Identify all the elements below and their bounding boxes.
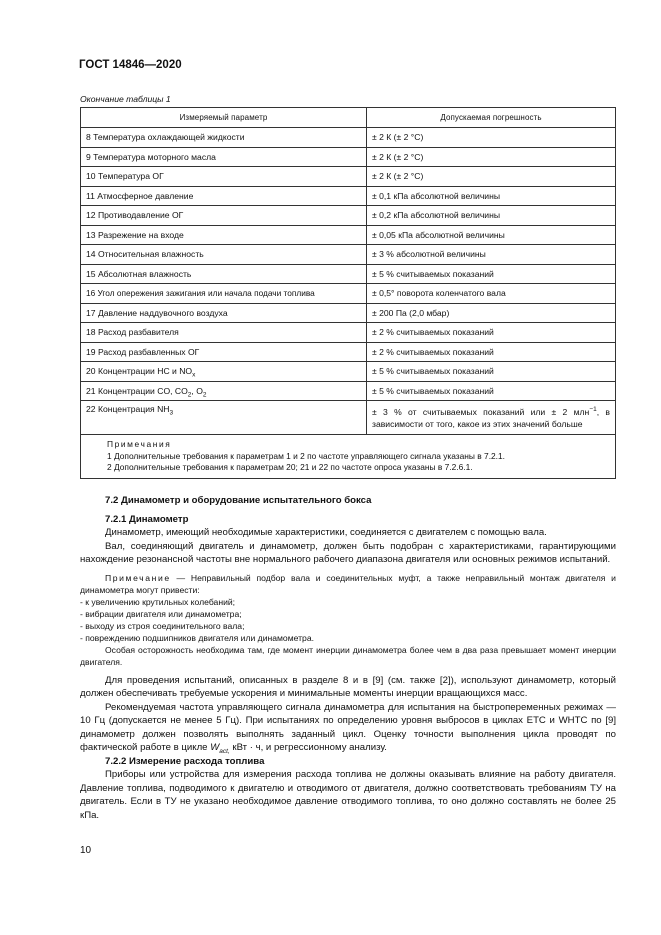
section-heading-7-2: 7.2 Динамометр и оборудование испытательного бокса xyxy=(105,495,372,506)
paragraph: Для проведения испытаний, описанных в разделе 8 и в [9] (см. также [2]), используют динамометр, который должен обеспечивать требуемые ускорения и минимальные моменты инерции вращающихся масс. xyxy=(80,674,616,699)
param-cell: 12 Противодавление ОГ xyxy=(81,206,367,226)
notes-title: Примечания xyxy=(107,439,172,449)
param-cell: 8 Температура охлаждающей жидкости xyxy=(81,128,367,148)
tolerance-cell: ± 2 % считываемых показаний xyxy=(367,323,616,343)
page-number: 10 xyxy=(80,845,92,856)
param-cell: 16 Угол опережения зажигания или начала подачи топлива xyxy=(81,284,367,304)
section-heading-7-2-1: 7.2.1 Динамометр xyxy=(105,513,189,525)
tolerance-cell: ± 3 % от считываемых показаний или ± 2 млн$^{-1}$, в зависимости от того, какое из этих значений больше xyxy=(367,401,616,435)
param-cell: 9 Температура моторного масла xyxy=(81,147,367,167)
table-row xyxy=(81,381,616,401)
tolerance-cell: ± 2 К (± 2 °С) xyxy=(367,147,616,167)
param-cell: 15 Абсолютная влажность xyxy=(81,264,367,284)
tolerance-cell: ± 2 % считываемых показаний xyxy=(367,342,616,362)
param-cell: 19 Расход разбавленных ОГ xyxy=(81,342,367,362)
table-row xyxy=(81,401,616,435)
table-row xyxy=(81,225,616,245)
table-caption: Окончание таблицы 1 xyxy=(80,94,171,104)
table-row xyxy=(81,128,616,148)
param-cell: 20 Концентрации НС и $NO_x$ xyxy=(81,362,367,382)
table-row xyxy=(81,362,616,382)
note-paragraph: Примечание — Неправильный подбор вала и соединительных муфт, а также неправильный монтаж двигателя и динамометра могут привести: xyxy=(80,572,616,595)
table-row xyxy=(81,284,616,304)
paragraph: Вал, соединяющий двигатель и динамометр, должен быть подобран с характеристиками, гарантирующими нахождение резонансной частоты вне нормального рабочего диапазона двигателя или основных режимов испытаний. xyxy=(80,540,616,565)
param-cell: 21 Концентрации CO, $CO_2$, $O_2$ xyxy=(81,381,367,401)
tolerance-cell: ± 0,2 кПа абсолютной величины xyxy=(367,206,616,226)
table-row xyxy=(81,147,616,167)
table-notes xyxy=(81,435,616,479)
tolerance-table xyxy=(80,107,616,479)
table-row xyxy=(81,186,616,206)
param-cell: 17 Давление наддувочного воздуха xyxy=(81,303,367,323)
table-row xyxy=(81,303,616,323)
param-cell: 11 Атмосферное давление xyxy=(81,186,367,206)
tolerance-cell: ± 3 % абсолютной величины xyxy=(367,245,616,265)
tolerance-cell: ± 2 К (± 2 °С) xyxy=(367,128,616,148)
tolerance-cell: ± 5 % считываемых показаний xyxy=(367,381,616,401)
table-row xyxy=(81,323,616,343)
param-cell: 10 Температура ОГ xyxy=(81,167,367,187)
paragraph: Динамометр, имеющий необходимые характеристики, соединяется с двигателем с помощью вала. xyxy=(105,527,547,538)
column-header-parameter: Измеряемый параметр xyxy=(81,108,367,128)
tolerance-cell: ± 200 Па (2,0 мбар) xyxy=(367,303,616,323)
paragraph: Приборы или устройства для измерения расхода топлива не должны оказывать влияние на работу двигателя. Давление топлива, подводимого к двигателю и отводимого от двигателя, должно соответствовать требованиям ТУ на двигатель. Если в ТУ не указано необходимое давление отводимого топлива, то оно должно составлять не более 25 кПа. xyxy=(80,769,616,821)
note-item: 2 Дополнительные требования к параметрам 20; 21 и 22 по частоте опроса указаны в 7.2.6.1. xyxy=(107,462,473,472)
tolerance-cell: ± 0,05 кПа абсолютной величины xyxy=(367,225,616,245)
list-item: - повреждению подшипников двигателя или динамометра. xyxy=(80,632,314,643)
table-row xyxy=(81,167,616,187)
list-item: - вибрации двигателя или динамометра; xyxy=(80,608,242,619)
note-paragraph: Особая осторожность необходима там, где момент инерции динамометра более чем в два раза превышает момент инерции двигателя. xyxy=(80,644,616,667)
table-row xyxy=(81,264,616,284)
tolerance-cell: ± 0,5° поворота коленчатого вала xyxy=(367,284,616,304)
tolerance-cell: ± 5 % считываемых показаний xyxy=(367,264,616,284)
paragraph: Рекомендуемая частота управляющего сигнала динамометра для испытания на быстропеременных режимах — 10 Гц (допускается не менее 5 Гц). При испытаниях по определению уровня выбросов в циклах ETC и WHTC по [9] динамометр должен позволять выполнять заданный цикл. Оценку точности выполнения цикла проводят по фактической работе в цикле $W_{act,}$ кВт · ч, и регрессионному анализу. xyxy=(80,701,616,755)
tolerance-cell: ± 2 К (± 2 °С) xyxy=(367,167,616,187)
section-heading-7-2-2: 7.2.2 Измерение расхода топлива xyxy=(105,755,265,767)
table-notes-row xyxy=(81,435,616,479)
param-cell: 13 Разрежение на входе xyxy=(81,225,367,245)
tolerance-cell: ± 5 % считываемых показаний xyxy=(367,362,616,382)
param-cell: 14 Относительная влажность xyxy=(81,245,367,265)
column-header-tolerance: Допускаемая погрешность xyxy=(367,108,616,128)
list-item: - к увеличению крутильных колебаний; xyxy=(80,596,236,607)
table-row xyxy=(81,342,616,362)
tolerance-cell: ± 0,1 кПа абсолютной величины xyxy=(367,186,616,206)
param-cell: 22 Концентрация $NH_3$ xyxy=(81,401,367,435)
table-row xyxy=(81,206,616,226)
note-block xyxy=(80,572,616,668)
param-cell: 18 Расход разбавителя xyxy=(81,323,367,343)
note-item: 1 Дополнительные требования к параметрам 1 и 2 по частоте управляющего сигнала указаны в 7.2.1. xyxy=(107,450,505,461)
section-body xyxy=(80,494,616,822)
table-row xyxy=(81,245,616,265)
list-item: - выходу из строя соединительного вала; xyxy=(80,620,245,631)
document-header: ГОСТ 14846—2020 xyxy=(79,59,182,71)
